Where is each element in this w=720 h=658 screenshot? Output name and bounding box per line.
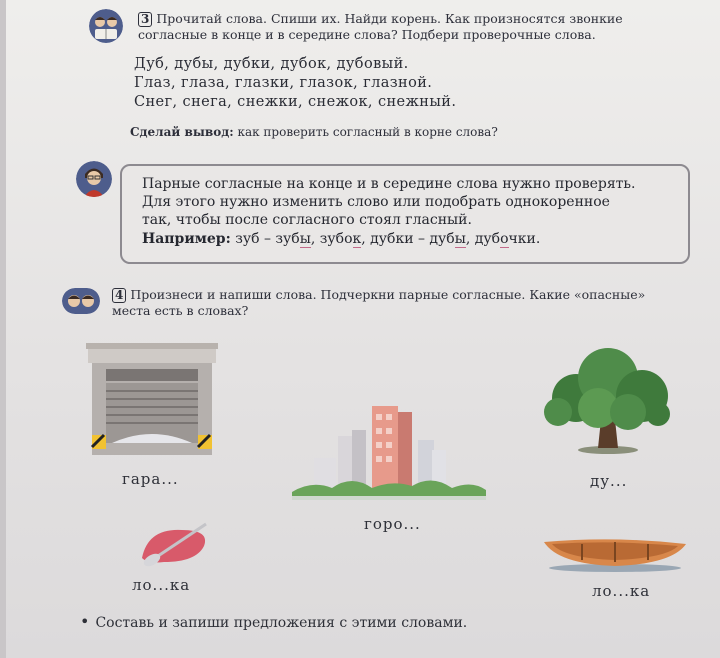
example-part-6: ы [454, 231, 466, 247]
bullet-text: Составь и запиши предложения с этими словами. [95, 615, 468, 631]
conclusion-bold: Сделай вывод: [130, 125, 234, 139]
example-label: Например: [142, 231, 231, 247]
rule-box [120, 164, 690, 264]
boat-label: ло...ка [592, 582, 651, 600]
task3-number: 3 [138, 12, 152, 27]
city-label: горо... [364, 515, 421, 533]
rule-example [142, 231, 540, 247]
task4-number: 4 [112, 288, 126, 303]
reading-children-icon [89, 9, 123, 43]
example-part-5: , дубки – дуб [361, 231, 455, 247]
teacher-icon [76, 161, 112, 197]
rule-line-3: так, чтобы после согласного стоял гласный. [142, 212, 472, 228]
page-edge [0, 0, 6, 658]
spoon-picture [134, 518, 214, 568]
task4-heading [112, 287, 702, 318]
example-part-4: к [352, 231, 362, 247]
task3-heading [138, 11, 698, 42]
task4-line2: места есть в словах? [112, 303, 249, 318]
boat-picture [542, 534, 688, 572]
conclusion-prompt [130, 125, 498, 139]
bullet-task [80, 612, 467, 631]
example-part-2: ы [299, 231, 311, 247]
conclusion-text: как проверить согласный в корне слова? [233, 125, 498, 139]
word-row-snow: Снег, снега, снежки, снежок, снежный. [134, 94, 457, 110]
example-part-1: зуб – зуб [235, 231, 300, 247]
garage-picture [84, 343, 220, 455]
word-row-eye: Глаз, глаза, глазки, глазок, глазной. [134, 75, 433, 91]
example-part-9: чки. [508, 231, 541, 247]
task3-line1: Прочитай слова. Спиши их. Найди корень. Как произносятся звонкие [156, 11, 623, 26]
rule-line-1: Парные согласные на конце и в середине слова нужно проверять. [142, 176, 636, 192]
garage-label: гара... [122, 470, 179, 488]
task4-line1: Произнеси и напиши слова. Подчеркни парные согласные. Какие «опасные» [130, 287, 646, 302]
example-part-8: о [500, 231, 509, 247]
bullet-dot: • [80, 612, 90, 631]
speaking-children-icon [62, 288, 100, 314]
example-part-7: , дуб [465, 231, 501, 247]
rule-line-2: Для этого нужно изменить слово или подобрать однокоренное [142, 194, 610, 210]
task3-line2: согласные в конце и в середине слова? Подбери проверочные слова. [138, 27, 596, 42]
spoon-label: ло...ка [132, 576, 191, 594]
oak-label: ду... [590, 472, 628, 490]
city-picture [292, 400, 486, 500]
word-row-oak: Дуб, дубы, дубки, дубок, дубовый. [134, 56, 409, 72]
example-part-3: , зубо [310, 231, 353, 247]
oak-picture [538, 348, 676, 458]
